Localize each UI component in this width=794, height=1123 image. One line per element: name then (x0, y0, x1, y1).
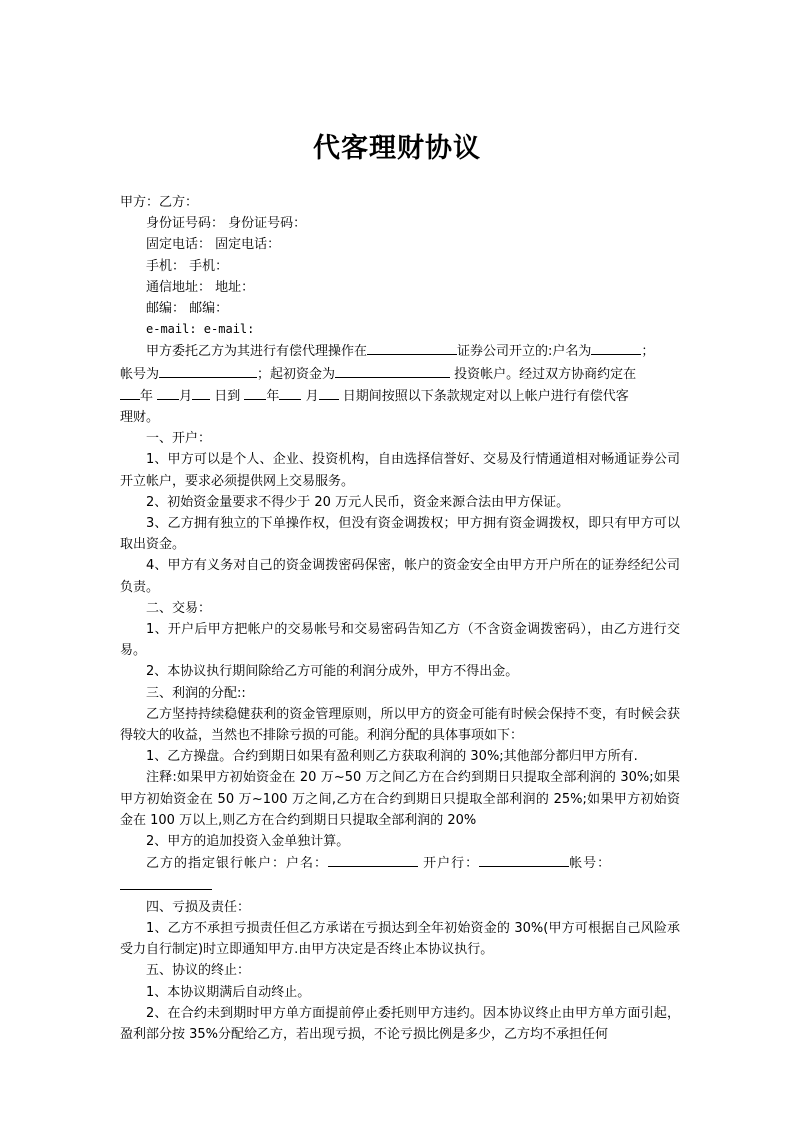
section-3-heading: 三、利润的分配:: (146, 685, 246, 701)
zip-line: 邮编： 邮编： (146, 301, 229, 317)
bank-label: 开户行： (423, 856, 480, 872)
bank-branch-blank (479, 852, 569, 867)
document-body (120, 192, 680, 1045)
intro-text: 年 (140, 388, 158, 404)
section-1-item-1: 1、甲方可以是个人、企业、投资机构，自由选择信誉好、交易及行情通道相对畅通证券公司开立帐户，要求必须提供网上交易服务。 (120, 452, 680, 489)
intro-text: 证券公司开立的:户名为 (457, 344, 592, 360)
section-1-item-2: 2、初始资金量要求不得少于 20 万元人民币，资金来源合法由甲方保证。 (146, 494, 570, 510)
intro-text: 日期间按照以下条款规定对以上帐户进行有偿代客 (338, 388, 629, 404)
section-2-heading: 二、交易： (146, 600, 212, 616)
start-month-blank (157, 385, 179, 400)
section-2-item-1: 1、开户后甲方把帐户的交易帐号和交易密码告知乙方（不含资金调拨密码），由乙方进行交易。 (120, 622, 680, 659)
section-2-item-2: 2、本协议执行期间除给乙方可能的利润分成外，甲方不得出金。 (146, 664, 519, 680)
section-3-paragraph: 乙方坚持持续稳健获利的资金管理原则，所以甲方的资金可能有时候会保持不变，有时候会获得较大的收益，当然也不排除亏损的可能。利润分配的具体事项如下： (120, 706, 680, 744)
section-1-item-4: 4、甲方有义务对自己的资金调拨密码保密，帐户的资金安全由甲方开户所在的证券经纪公司负责。 (120, 558, 680, 595)
intro-text: ；起初资金为 (257, 366, 336, 382)
intro-text: 月 (301, 388, 319, 404)
address-line: 通信地址： 地址： (146, 279, 255, 295)
bank-number-blank (120, 875, 212, 890)
intro-text: 日到 (210, 388, 245, 404)
document-title: 代客理财协议 (313, 133, 481, 164)
intro-line-1 (120, 340, 680, 362)
section-4-heading: 四、亏损及责任： (146, 899, 251, 915)
section-3-note: 注释:如果甲方初始资金在 20 万~50 万之间乙方在合约到期日只提取全部利润的 30%;如果甲方初始资金在 50 万~100 万之间,乙方在合约到期日只提取全部利润的 25%;如果甲方初始资金在 100 万以上,则乙方在合约到期日只提取全部利润的 20% (120, 770, 680, 828)
bank-account-line (120, 852, 680, 874)
bank-label: 乙方的指定银行帐户：户名： (146, 856, 329, 872)
email-line: e-mail: e-mail: (146, 322, 255, 337)
account-number-blank (159, 363, 257, 378)
end-day-blank (319, 385, 339, 400)
party-line: 甲方：乙方： (120, 195, 199, 210)
intro-text: 投资帐户。经过双方协商约定在 (450, 366, 637, 382)
initial-capital-blank (335, 363, 450, 378)
phone-line: 固定电话： 固定电话： (146, 237, 281, 253)
section-1-heading: 一、开户： (146, 431, 212, 447)
end-year-blank (244, 385, 266, 400)
intro-text: ； (641, 344, 655, 360)
intro-text: 年 (266, 388, 280, 404)
bank-number-line (120, 875, 680, 897)
start-year-blank (120, 385, 140, 400)
account-name-blank (591, 340, 641, 355)
mobile-line: 手机： 手机： (146, 258, 229, 274)
section-5-item-2: 2、在合约未到期时甲方单方面提前停止委托则甲方违约。因本协议终止由甲方单方面引起，盈利部分按 35%分配给乙方，若出现亏损，不论亏损比例是多少，乙方均不承担任何 (120, 1005, 680, 1042)
section-3-item-1: 1、乙方操盘。合约到期日如果有盈利则乙方获取利润的 30%;其他部分都归甲方所有. (146, 749, 638, 765)
id-number-line: 身份证号码： 身份证号码： (146, 216, 307, 232)
bank-holder-blank (328, 852, 418, 867)
intro-text: 甲方委托乙方为其进行有偿代理操作在 (146, 344, 368, 360)
section-5-heading: 五、协议的终止： (146, 963, 251, 979)
intro-text: 月 (179, 388, 193, 404)
section-4-item-1: 1、乙方不承担亏损责任但乙方承诺在亏损达到全年初始资金的 30%(甲方可根据自己风险承受力自行制定)时立即通知甲方.由甲方决定是否终止本协议执行。 (120, 920, 680, 958)
intro-line-3 (120, 385, 680, 407)
section-5-item-1: 1、本协议期满后自动终止。 (146, 984, 311, 1000)
intro-line-4: 理财。 (120, 410, 160, 426)
end-month-blank (279, 385, 301, 400)
start-day-blank (192, 385, 210, 400)
securities-company-blank (367, 340, 457, 355)
intro-line-2 (120, 363, 680, 385)
section-3-item-2: 2、甲方的追加投资入金单独计算。 (146, 834, 350, 850)
bank-label: 帐号： (569, 856, 612, 872)
intro-text: 帐号为 (120, 366, 160, 382)
section-1-item-3: 3、乙方拥有独立的下单操作权，但没有资金调拨权；甲方拥有资金调拨权，即只有甲方可以取出资金。 (120, 516, 680, 553)
